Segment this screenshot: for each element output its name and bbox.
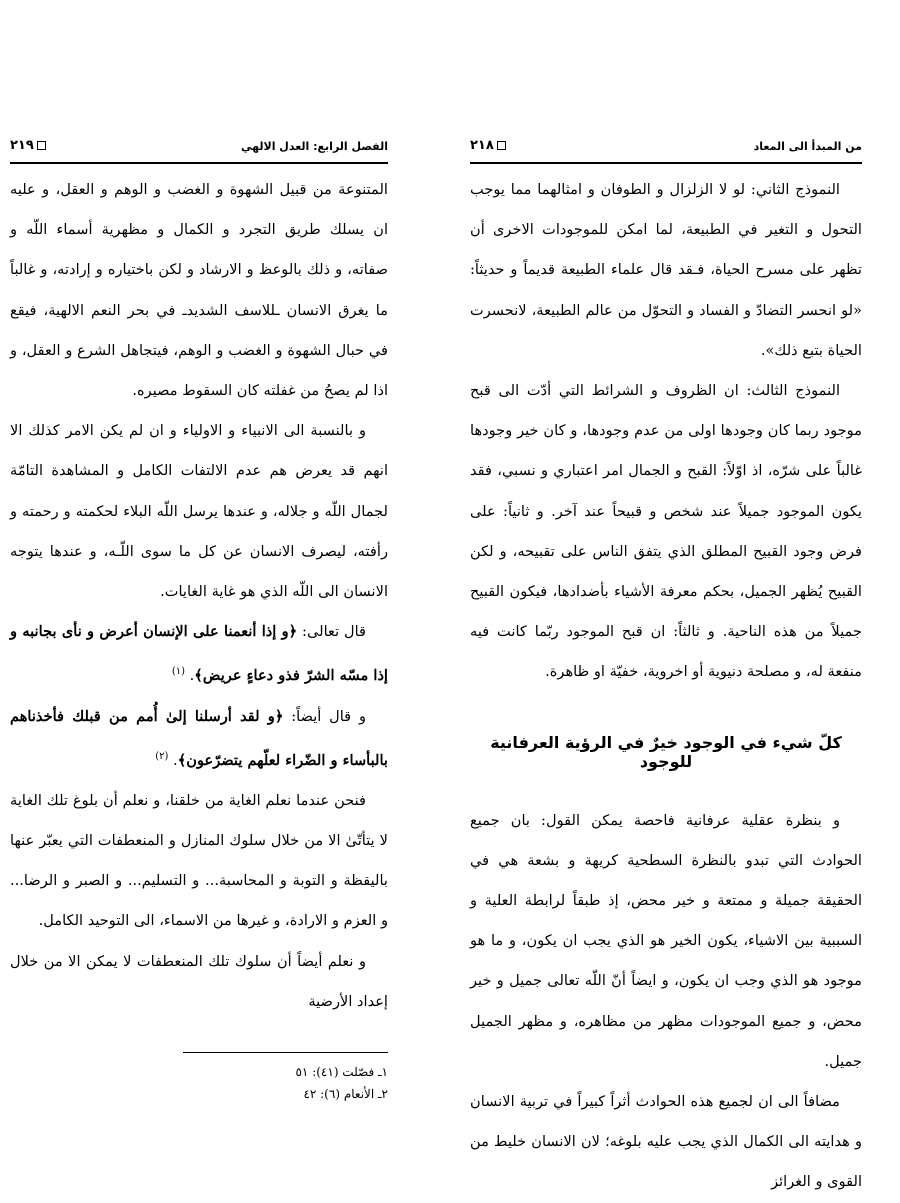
paragraph: و بالنسبة الى الانبياء و الاولياء و ان لم يكن الامر كذلك الا انهم قد يعرض هم عدم الالتفات الكامل و المشاهدة التامّة لجمال اللّه و جلاله، و عندها يرسل اللّه البلاء لحكمته و رحمته و رأفته، ليصرف الانسان عن كل ما سوى اللّـه، و عندها يتوجه الانسان الى اللّه الذي هو غاية الغايات. [10, 422, 388, 601]
footnote-divider [183, 1052, 388, 1053]
paragraph: مضافاً الى ان لجميع هذه الحوادث أثراً كبيراً في تربية الانسان و هدايته الى الكمال الذي يجب عليه بلوغه؛ لان الانسان خليط من القوى و الغرائز [470, 1093, 862, 1191]
square-marker-icon [497, 141, 506, 150]
paragraph: النموذج الثاني: لو لا الزلزال و الطوفان و امثالهما مما يوجب التحول و التغير في الطبيعة، لما امكن للموجودات الاخرى أن تظهر على مسرح الحياة، فـقد قال علماء الطبيعة قديماً و حديثاً: «لو انحسر التضادّ و الفساد و التحوّل من عالم الطبيعة، لانحسرت الحياة بتبع ذلك». [470, 181, 862, 359]
footnote-ref: (٢) [155, 750, 169, 762]
square-marker-icon [37, 141, 46, 150]
right-page-header [470, 138, 862, 164]
paragraph: فنحن عندما نعلم الغاية من خلقنا، و نعلم أن بلوغ تلك الغاية لا يتأتّىٰ الا من خلال سلوك المنازل و المنعطفات التي يعبّر عنها باليقظة و التوبة و المحاسبة... و التسليم... و الصبر و الرضا... و العزم و الارادة، و غيرها من الاسماء، الى التوحيد الكامل. [10, 791, 388, 930]
chapter-title: الفصل الرابع: العدل الالهي [240, 140, 388, 153]
quran-quote-paragraph: قال تعالى: ﴿و إذا أنعمنا على الإنسان أعرض و نأى بجانبه و إذا مسّه الشرّ فذو دعاءٍ عريض﴾. $^{(١)}$ [10, 623, 388, 685]
footnote-ref: (١) [171, 666, 186, 678]
paragraph: المتنوعة من قبيل الشهوة و الغضب و الوهم و العقل، و عليه ان يسلك طريق التجرد و الكمال و مظهرية أسماء اللّه و صفاته، و ذلك بالوعظ و الارشاد و لكن باختياره و إرادته، و غالباً ما يغرق الانسان ـللاسف الشديدـ في بحر النعم الالهية، فيقع في حبال الشهوة و الغضب و الوهم، فيتجاهل الشرع و العقل، و اذا لم يصحُ من غفلته كان السقوط مصيره. [10, 181, 388, 400]
quran-quote-paragraph: و قال أيضاً: ﴿و لقد أرسلنا إلىٰ أُمم من قبلك فأخذناهم بالبأساء و الضّراء لعلّهم يتضرّعون﴾. $^{(٢)}$ [10, 707, 388, 769]
footnote: ٢ـ الأنعام (٦): ٤٢ [303, 1086, 388, 1101]
quote-intro: و قال أيضاً: [283, 707, 366, 725]
paragraph: و بنظرة عقلية عرفانية فاحصة يمكن القول: بان جميع الحوادث التي تبدو بالنظرة السطحية كريهة و بشعة هي في الحقيقة جميلة و ممتعة و خير محض، إذ طبقاً لرابطة العلية و السببية بين الاشياء، يكون الخير هو الذي يجب ان يكون، و ما هو موجود هو الذي وجب ان يكون، و ايضاً أنّ اللّه تعالى جميل و خير محض، و جميع الموجودات مظهر من مظاهره، و مظهر الجميل جميل. [470, 811, 862, 1070]
right-page-number [470, 138, 506, 153]
quran-quote: ﴿و إذا أنعمنا على الإنسان أعرض و نأى بجانبه و إذا مسّه الشرّ فذو دعاءٍ عريض﴾ [10, 623, 388, 685]
left-page-body [10, 170, 388, 1105]
footnote: ١ـ فصّلت (٤١): ٥١ [295, 1064, 388, 1079]
quote-intro: قال تعالى: [297, 623, 366, 641]
page-number-text: ٢١٩ [10, 138, 34, 153]
paragraph: و نعلم أيضاً أن سلوك تلك المنعطفات لا يمكن الا من خلال إعداد الأرضية [10, 952, 388, 1010]
right-page-body [470, 170, 862, 1203]
left-page-number [10, 138, 46, 153]
book-title: من المبدأ الى المعاد [753, 140, 862, 153]
paragraph: النموذج الثالث: ان الظروف و الشرائط التي أدّت الى قبح موجود ربما كان وجودها اولى من عدم وجودها، و كان خير وجودها غالباً على شرّه، اذ اوّلاً: القبح و الجمال امر اعتباري و نسبي، فقد يكون الموجود جميلاً عند شخص و قبيحاً عند آخر. و ثانياً: على فرض وجود القبيح المطلق الذي يتفق الناس على تقبيحه، و لكن القبيح يُظهر الجميل، بحكم معرفة الأشياء بأضدادها، فيكون القبيح جميلاً من هذه الناحية. و ثالثاً: ان قبح الموجود ربّما كانت فيه منفعة له، و مصلحة دنيوية أو اخروية، خفيّة او ظاهرة. [470, 382, 862, 681]
left-page-header [10, 138, 388, 164]
quran-quote: ﴿و لقد أرسلنا إلىٰ أُمم من قبلك فأخذناهم بالبأساء و الضّراء لعلّهم يتضرّعون﴾ [10, 707, 388, 769]
section-heading: كلّ شيء في الوجود خيرٌ في الرؤية العرفانية للوجود [490, 732, 842, 771]
page-number-text: ٢١٨ [470, 138, 494, 153]
